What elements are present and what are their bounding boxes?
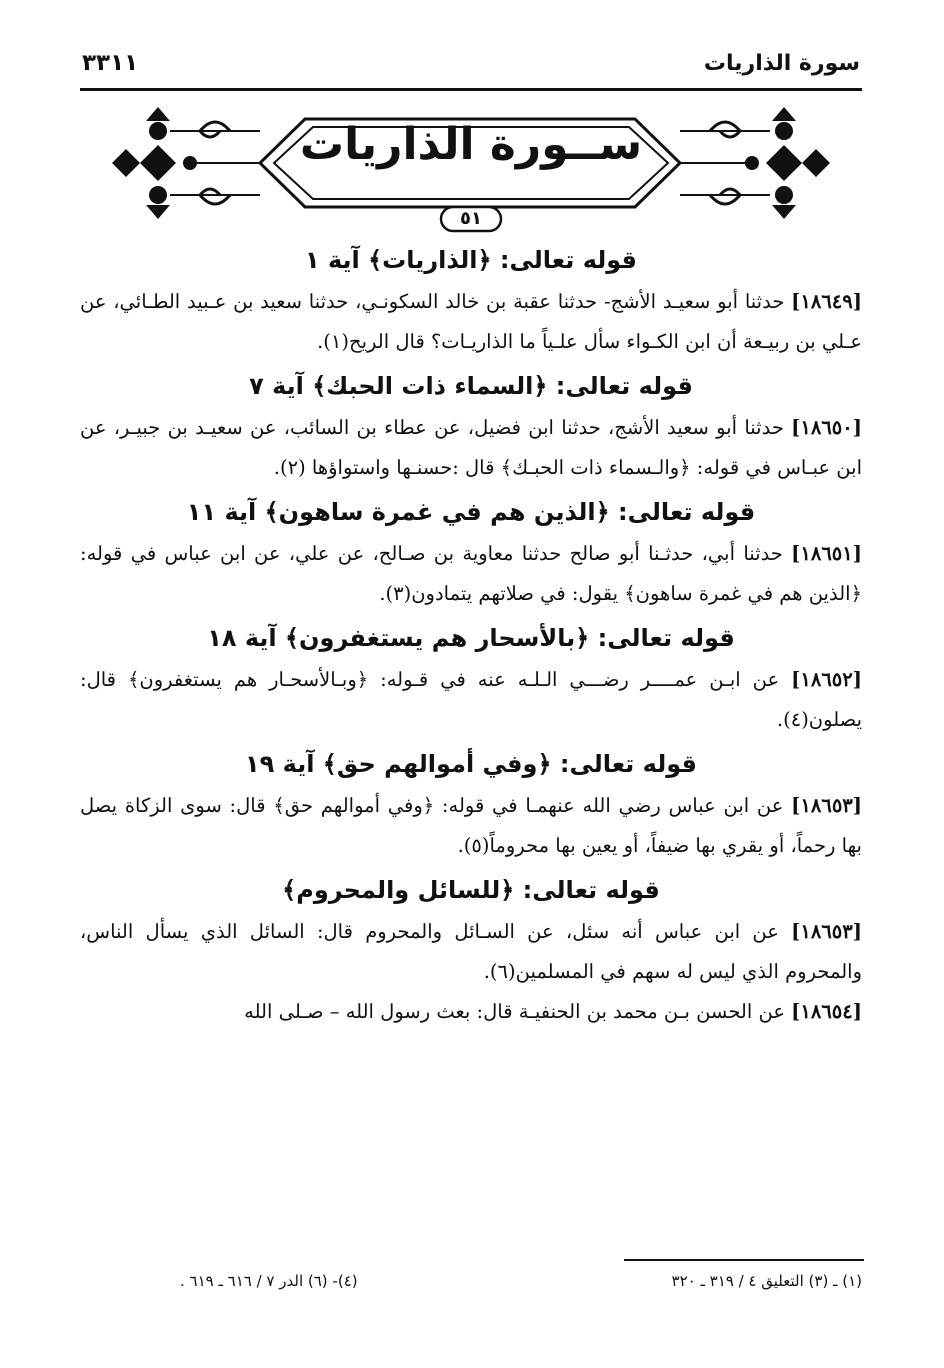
verse-heading: قوله تعالى: ﴿الذاريات﴾ آية ١ bbox=[304, 246, 638, 274]
hadith-text: حدثنا أبو سعيد الأشج، حدثنا ابن فضيل، عن عطاء بن السائب، عن سعيـد بن جبيـر، عن ابن عبـاس في قوله: ﴿والـسماء ذات الحبـك﴾ قال :حسنـها واستواؤها (٢). bbox=[80, 416, 862, 479]
verse-heading: قوله تعالى: ﴿الذين هم في غمرة ساهون﴾ آية ١١ bbox=[186, 498, 756, 526]
hadith-number: [١٨٦٥١] bbox=[791, 542, 862, 565]
hadith-number: [١٨٦٥٢] bbox=[791, 668, 862, 691]
hadith-paragraph bbox=[80, 992, 862, 1032]
hadith-paragraph bbox=[80, 408, 862, 488]
header-surah-name: سورة الذاريات bbox=[703, 51, 860, 76]
footnote-left: (٤)- (٦) الدر ٧ / ٦١٦ ـ ٦١٩ . bbox=[180, 1272, 358, 1290]
hadith-text: حدثنا أبو سعيـد الأشج- حدثنا عقبة بن خالد السكونـي، حدثنا سعيد بن عـبيد الطـائي، عن عـلي بن ربيـعة أن ابن الكـواء سأل علـياً ما الذاريـات؟ قال الريح(١). bbox=[80, 290, 862, 353]
verse-heading: قوله تعالى: ﴿للسائل والمحروم﴾ bbox=[282, 876, 660, 904]
hadith-text: عن ابن عباس أنه سئل، عن السـائل والمحروم قال: السائل الذي يسأل الناس، والمحروم الذي ليس له سهم في المسلمين(٦). bbox=[80, 920, 862, 983]
hadith-text: حدثنا أبي، حدثـنا أبو صالح حدثنا معاوية بن صـالح، عن علي، عن ابن عباس في قوله: ﴿الذين هم في غمرة ساهون﴾ يقول: في صلاتهم يتمادون(٣). bbox=[80, 542, 862, 605]
footnote-right: (١) ـ (٣) التعليق ٤ / ٣١٩ ـ ٣٢٠ bbox=[671, 1272, 862, 1290]
running-header bbox=[80, 50, 862, 91]
surah-title: ســورة الذاريات bbox=[299, 119, 643, 170]
hadith-number: [١٨٦٥٠] bbox=[791, 416, 862, 439]
footnote-divider bbox=[624, 1259, 864, 1261]
hadith-number: [١٨٦٥٤] bbox=[791, 1000, 862, 1023]
hadith-number: [١٨٦٥٣] bbox=[791, 794, 863, 817]
page-number: ٣٣١١ bbox=[82, 50, 139, 76]
hadith-text: عن ابـن عمــــر رضـــي الـلـه عنه في قـوله: ﴿وبـالأسحـار هم يستغفرون﴾ قال: يصلون(٤). bbox=[80, 668, 862, 731]
verse-heading: قوله تعالى: ﴿وفي أموالهم حق﴾ آية ١٩ bbox=[244, 750, 697, 778]
hadith-number: [١٨٦٥٣] bbox=[791, 920, 862, 943]
hadith-paragraph bbox=[80, 786, 862, 866]
hadith-paragraph bbox=[80, 912, 862, 992]
book-page bbox=[80, 50, 862, 1032]
hadith-paragraph bbox=[80, 534, 862, 614]
hadith-paragraph bbox=[80, 660, 862, 740]
surah-banner bbox=[80, 101, 862, 236]
verse-heading: قوله تعالى: ﴿بالأسحار هم يستغفرون﴾ آية ١٨ bbox=[207, 624, 735, 652]
hadith-text: عن ابن عباس رضي الله عنهمـا في قوله: ﴿وفي أموالهم حق﴾ قال: سوى الزكاة يصل بها رحماً، أو يقري بها ضيفاً، أو يعين بها محروماً(٥). bbox=[80, 794, 862, 857]
surah-number: ٥١ bbox=[460, 208, 482, 229]
verse-heading: قوله تعالى: ﴿السماء ذات الحبك﴾ آية ٧ bbox=[249, 372, 693, 400]
hadith-number: [١٨٦٤٩] bbox=[791, 290, 862, 313]
footnotes bbox=[180, 1272, 862, 1290]
hadith-text: عن الحسن بـن محمد بن الحنفيـة قال: بعث رسول الله – صـلى الله bbox=[244, 1000, 785, 1023]
hadith-paragraph bbox=[80, 282, 862, 362]
main-content bbox=[80, 240, 862, 1032]
